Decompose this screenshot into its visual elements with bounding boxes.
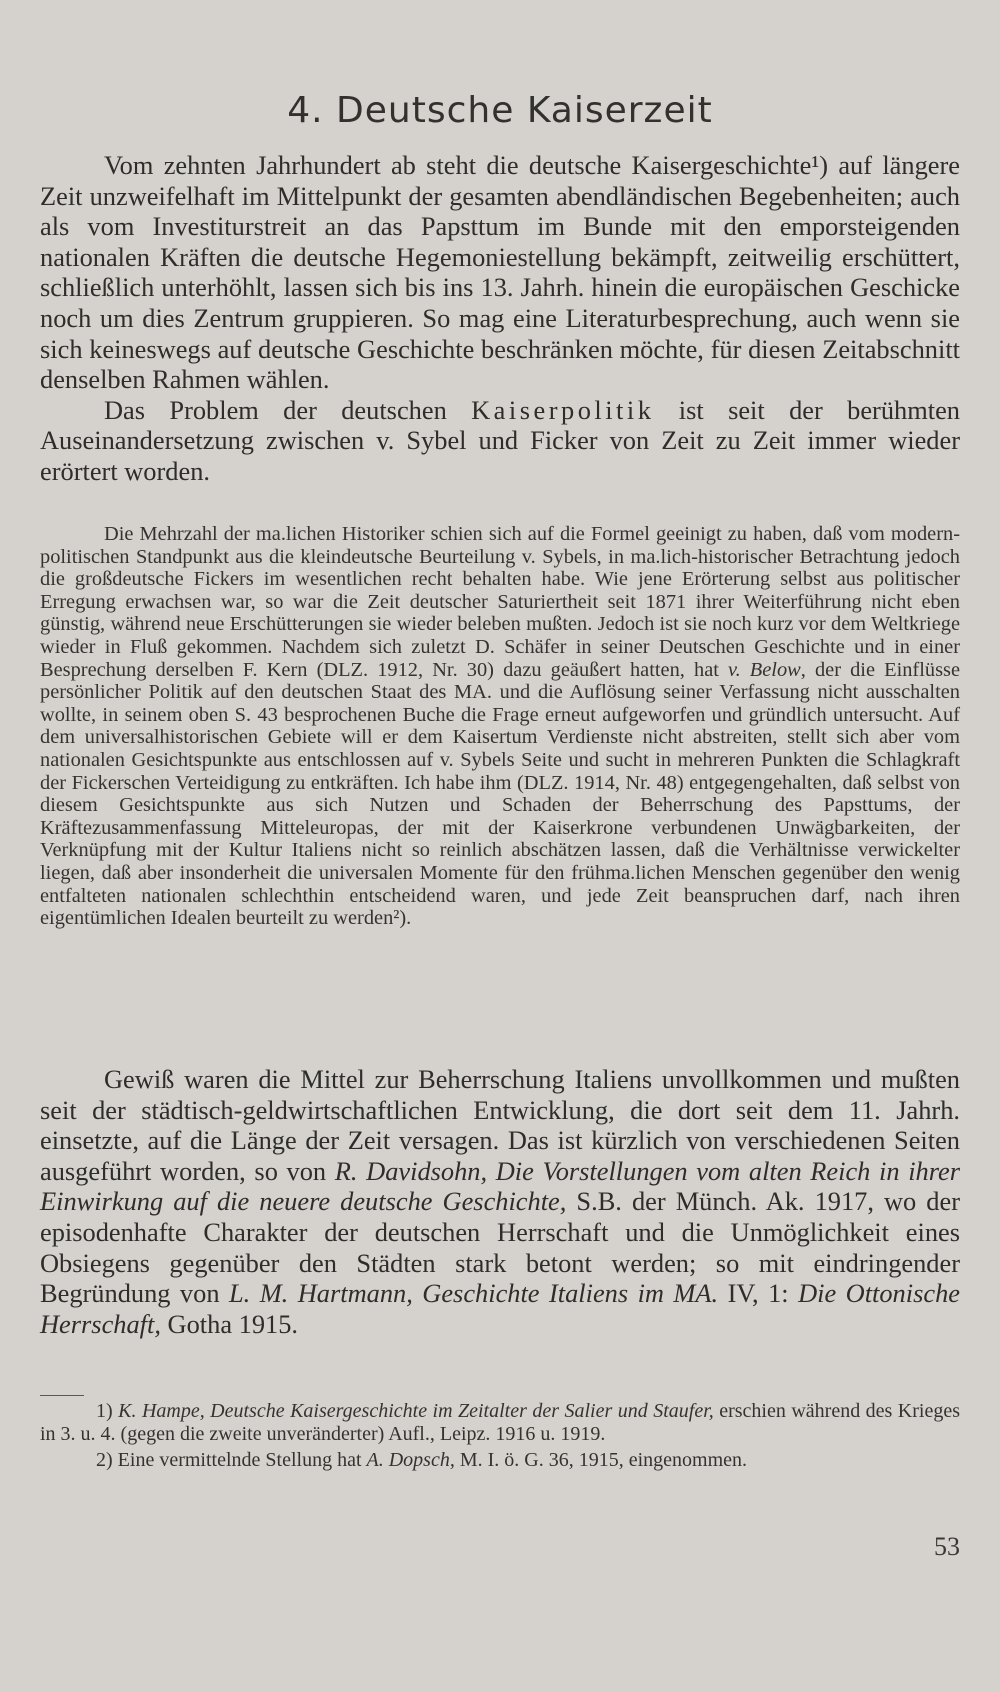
footnote-2 [40,1449,960,1472]
problem-text-after: ist seit der berühmten Auseinandersetzung zwischen v. Sybel und Ficker von Zeit zu Zeit immer wieder erörtert worden. [40,394,960,486]
means-text-4: Gotha 1915. [160,1308,299,1339]
footnote-separator [40,1395,84,1396]
small-print-block [40,523,960,930]
footnote-2-number: 2) [96,1449,118,1471]
means-text-1: Gewiß waren die Mittel zur Beherrschung Italiens unvollkommen und mußten seit der städtisch-geldwirtschaftlichen Entwicklung, die dort seit dem 11. Jahrh. einsetzte, auf die Länge der Zeit versagen. Das ist kürzlich von verschiedenen Seiten ausgeführt worden, so von [40,1064,960,1186]
means-text-3: IV, 1: [718,1278,799,1309]
body-text-lower [40,1064,960,1339]
means-paragraph [40,1064,960,1339]
problem-text-spaced: Kaiserpolitik [471,394,655,425]
small-print-part1: Die Mehrzahl der ma.lichen Historiker schien sich auf die Formel geeinigt zu haben, daß vom modern-politischen Standpunkt aus die kleindeutsche Beurteilung v. Sybels, in ma.lich-historischer Betrachtung jedoch die großdeutsche Fickers im wesentlichen recht behalten habe. Wie jene Erörterung selbst aus politischer Erregung erwachsen war, so war die Zeit deutscher Saturiertheit seit 1871 ihrer Weiterführung nicht eben günstig, während neue Erschütterungen sie wieder beleben mußten. Jedoch ist sie noch kurz vor dem Weltkriege wieder in Fluß gekommen. Nachdem sich zuletzt D. Schäfer in seiner Deutschen Geschichte und in einer Besprechung derselben F. Kern (DLZ. 1912, Nr. 30) dazu geäußert hatten, hat [40,523,960,681]
means-italic-2: L. M. Hartmann, Geschichte Italiens im MA. [228,1278,719,1309]
means-text-2: S.B. der Münch. Ak. 1917, wo der episodenhafte Charakter der deutschen Herrschaft und die Unmöglichkeit eines Obsiegens gegenüber den Städten stark betont werden; so mit eindringender Begründung von [40,1186,960,1309]
means-italic-1: R. Davidsohn, Die Vorstellungen vom alten Reich in ihrer Einwirkung auf die neuere deutsche Geschichte, [40,1155,961,1217]
problem-paragraph [40,395,960,487]
footnote-1-text: erschien während des Krieges in 3. u. 4. (gegen die zweite unveränderter) Aufl., Leipz. 1916 u. 1919. [40,1400,960,1445]
footnote-1-number: 1) [96,1400,119,1422]
small-print-part2: , der die Einflüsse persönlicher Politik auf den deutschen Staat des MA. und die Auflösung seiner Verfassung nicht ausschalten wollte, in seinem oben S. 43 besprochenen Buche die Frage erneut aufgeworfen und gründlich untersucht. Auf dem universalhistorischen Gebiete will er dem Kaisertum Verdienste nicht abstreiten, stellt sich aber vom nationalen Gesichtspunkte aus entschlossen auf v. Sybels Seite und sucht in mehreren Punkten die Schlagkraft der Fickerschen Verteidigung zu entkräften. Ich habe ihm (DLZ. 1914, Nr. 48) entgegengehalten, daß selbst von diesem Gesichtspunkte aus sich Nutzen und Schaden der Beherrschung des Papsttums, der Kräftezusammenfassung Mitteleuropas, der mit der Kaiserkrone verbundenen Unwägbarkeiten, der Verknüpfung mit der Kultur Italiens nicht so reinlich abschätzen lassen, daß die Verhältnisse verwickelter liegen, daß aber insonderheit die universalen Momente für den frühma.lichen Menschen gegenüber den wenig entfalteten nationalen schlechthin entscheidend waren, und jede Zeit beanspruchen darf, nach ihren eigentümlichen Idealen beurteilt zu werden²). [40,658,961,930]
page-number: 53 [934,1532,960,1561]
footnotes [40,1400,960,1476]
problem-text-before: Das Problem der deutschen [104,394,472,425]
small-print-author: v. Below [728,658,801,681]
means-italic-3: Die Ottonische Herrschaft, [40,1278,960,1339]
footnote-1-title: K. Hampe, Deutsche Kaisergeschichte im Zeitalter der Salier und Staufer, [118,1400,714,1422]
small-print-paragraph [40,523,960,930]
footnote-2-author: A. Dopsch, [366,1449,455,1471]
intro-paragraph: Vom zehnten Jahrhundert ab steht die deutsche Kaisergeschichte¹) auf längere Zeit unzweifelhaft im Mittelpunkt der gesamten abendländischen Begebenheiten; auch als vom Investiturstreit an das Papsttum im Bunde mit den emporsteigenden nationalen Kräften die deutsche Hegemoniestellung bekämpft, zeitweilig erschüttert, schließlich unterhöhlt, lassen sich bis ins 13. Jahrh. hinein die europäischen Geschicke noch um dies Zentrum gruppieren. So mag eine Literaturbesprechung, auch wenn sie sich keineswegs auf deutsche Geschichte beschränken möchte, für diesen Zeitabschnitt denselben Rahmen wählen. [40,150,960,395]
body-text-upper [40,150,960,487]
footnote-2-text: Eine vermittelnde Stellung hat [117,1449,367,1471]
section-heading: 4. Deutsche Kaiserzeit [287,90,713,131]
footnote-1 [40,1400,960,1445]
footnote-2-rest: M. I. ö. G. 36, 1915, eingenommen. [454,1449,748,1471]
